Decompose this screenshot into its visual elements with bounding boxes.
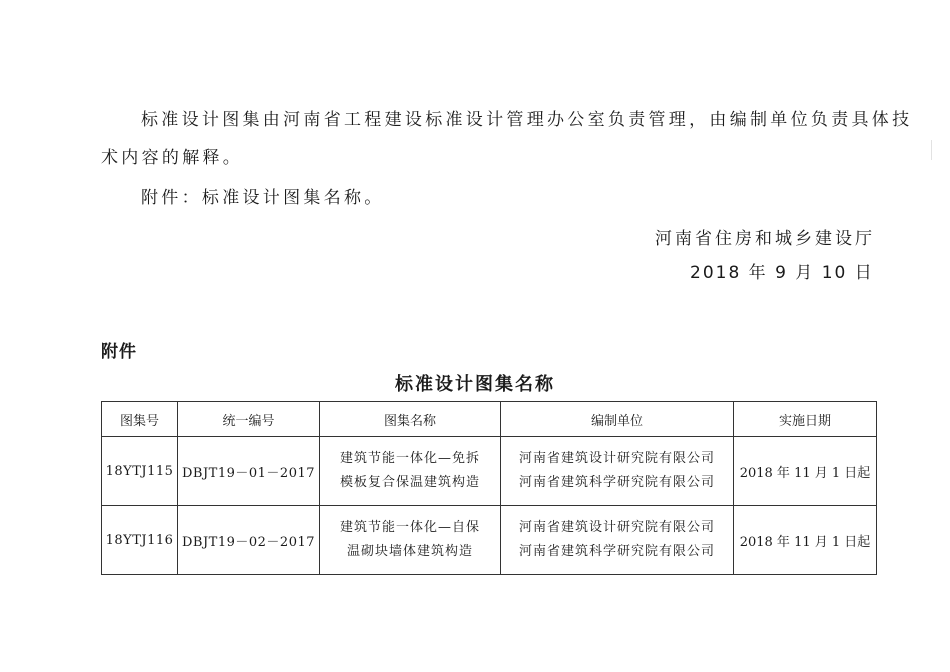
compiling-unit-line-2: 河南省建筑科学研究院有限公司 [518, 544, 715, 559]
issuer-signature: 河南省住房和城乡建设厅 [655, 229, 875, 249]
unified-no-cell: DBJT19－01－2017 [178, 437, 320, 506]
notice-paragraph-line-1: 标准设计图集由河南省工程建设标准设计管理办公室负责管理，由编制单位负责具体技 [141, 110, 913, 130]
compiling-unit-line-1: 河南省建筑设计研究院有限公司 [518, 451, 715, 466]
compiling-unit-line-2: 河南省建筑科学研究院有限公司 [518, 475, 715, 490]
unified-no-cell: DBJT19－02－2017 [178, 506, 320, 575]
atlas-no-cell: 18YTJ116 [102, 506, 178, 575]
atlas-name-line-2: 温砌块墙体建筑构造 [346, 544, 473, 559]
atlas-table [101, 401, 877, 575]
header-atlas-name: 图集名称 [320, 402, 501, 437]
compiling-unit-cell [501, 437, 734, 506]
attachment-label: 附件 [101, 342, 137, 362]
effective-date-cell: 2018 年 11 月 1 日起 [734, 437, 877, 506]
page-edge-mark [931, 140, 932, 160]
atlas-name-line-1: 建筑节能一体化—免拆 [339, 451, 480, 466]
compiling-unit-line-1: 河南省建筑设计研究院有限公司 [518, 520, 715, 535]
notice-paragraph-line-2: 术内容的解释。 [101, 148, 244, 168]
atlas-name-line-1: 建筑节能一体化—自保 [339, 520, 480, 535]
atlas-name-line-2: 模板复合保温建筑构造 [339, 475, 480, 490]
header-atlas-no: 图集号 [102, 402, 178, 437]
header-effective-date: 实施日期 [734, 402, 877, 437]
attachment-note: 附件：标准设计图集名称。 [141, 188, 385, 208]
table-row [102, 437, 877, 506]
atlas-no-cell: 18YTJ115 [102, 437, 178, 506]
header-unified-no: 统一编号 [178, 402, 320, 437]
table-title: 标准设计图集名称 [395, 374, 555, 395]
table-row [102, 506, 877, 575]
table-header-row [102, 402, 877, 437]
effective-date-cell: 2018 年 11 月 1 日起 [734, 506, 877, 575]
atlas-name-cell [320, 506, 501, 575]
atlas-name-cell [320, 437, 501, 506]
header-compiling-unit: 编制单位 [501, 402, 734, 437]
compiling-unit-cell [501, 506, 734, 575]
issue-date: 2018 年 9 月 10 日 [690, 263, 874, 283]
